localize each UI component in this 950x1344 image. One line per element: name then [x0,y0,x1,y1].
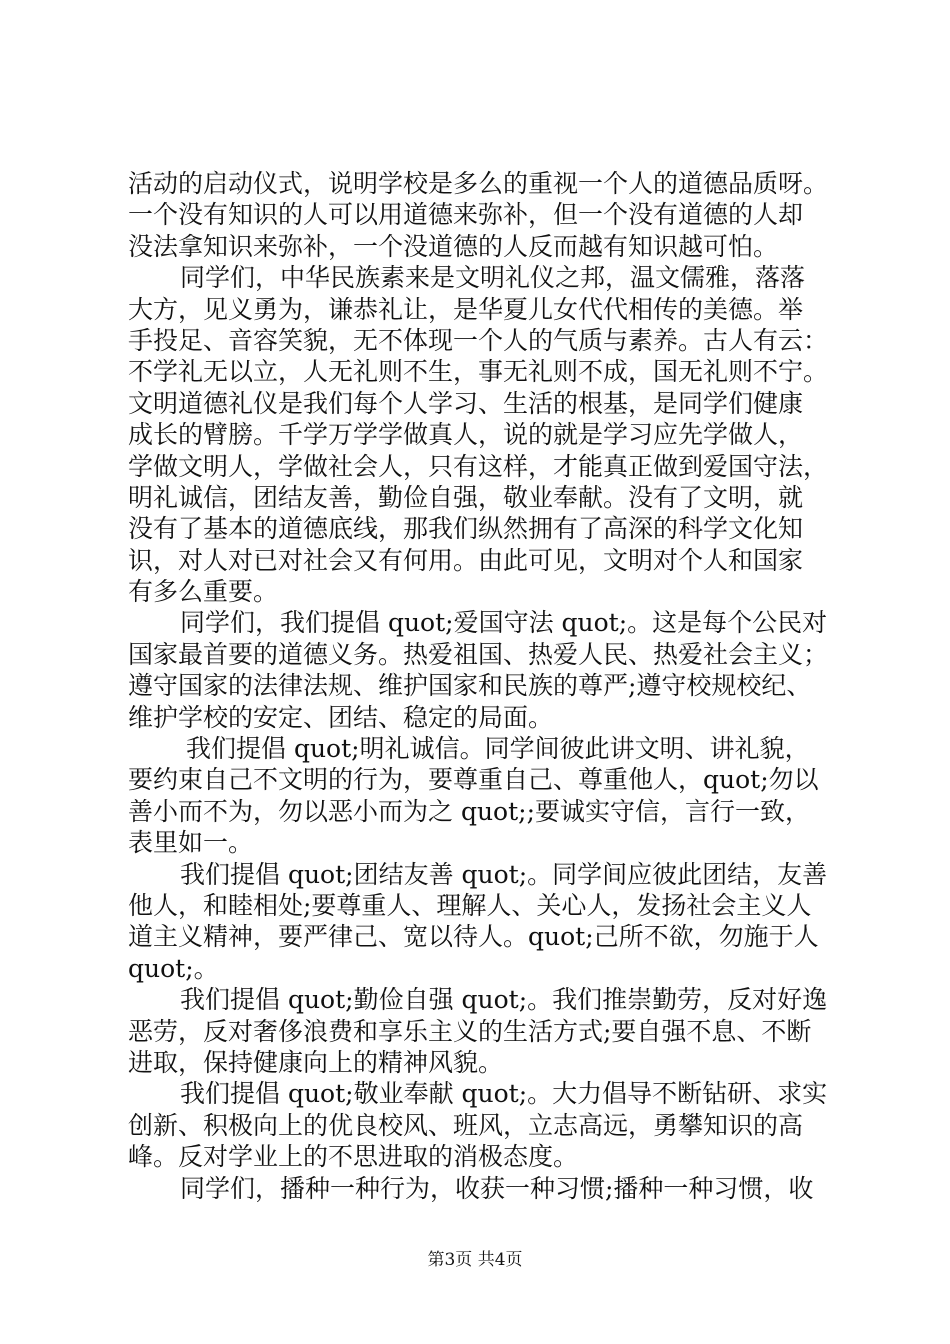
text-line: 要约束自己不文明的行为，要尊重自己、尊重他人，quot;勿以 [128,765,819,795]
page-footer [0,1245,950,1270]
text-line: 没有了基本的道德底线，那我们纵然拥有了高深的科学文化知 [128,514,804,544]
paragraph-start: 我们提倡 quot;勤俭自强 quot;。我们推崇勤劳，反对好逸 [180,985,828,1015]
text-line: 手投足、音容笑貌，无不体现一个人的气质与素养。古人有云： [128,325,828,355]
paragraph-start: 我们提倡 quot;团结友善 quot;。同学间应彼此团结，友善 [180,859,828,889]
page-number: 第3页 共4页 [427,1250,523,1270]
text-line: 没法拿知识来弥补，一个没道德的人反而越有知识越可怕。 [128,231,779,261]
paragraph-start: 我们提倡 quot;明礼诚信。同学间彼此讲文明、讲礼貌， [186,734,810,764]
text-line: 活动的启动仪式，说明学校是多么的重视一个人的道德品质呀。 [128,169,828,198]
paragraph-start: 同学们，播种一种行为，收获一种习惯;播种一种习惯，收 [180,1173,814,1203]
paragraph-start: 同学们，我们提倡 quot;爱国守法 quot;。这是每个公民对 [180,608,828,638]
text-line: quot;。 [128,953,219,983]
paragraph-start: 我们提倡 quot;敬业奉献 quot;。大力倡导不断钻研、求实 [180,1079,828,1109]
text-line: 一个没有知识的人可以用道德来弥补，但一个没有道德的人却 [128,200,804,230]
text-line: 进取，保持健康向上的精神风貌。 [128,1047,504,1077]
text-line: 遵守国家的法律法规、维护国家和民族的尊严;遵守校规校纪、 [128,671,812,701]
text-line: 大方，见义勇为，谦恭礼让，是华夏儿女代代相传的美德。举 [128,294,804,324]
text-line: 善小而不为，勿以恶小而为之 quot;;要诚实守信，言行一致， [128,796,810,826]
paragraph-start: 同学们，中华民族素来是文明礼仪之邦，温文儒雅，落落 [180,263,806,293]
document-body [128,168,828,1204]
text-line: 成长的臂膀。千学万学学做真人，说的就是学习应先学做人， [128,420,804,450]
text-line: 维护学校的安定、团结、稳定的局面。 [128,702,554,732]
text-line: 有多么重要。 [128,577,279,607]
text-line: 文明道德礼仪是我们每个人学习、生活的根基，是同学们健康 [128,388,804,418]
text-line: 学做文明人，学做社会人，只有这样，才能真正做到爱国守法， [128,451,828,481]
text-line: 峰。反对学业上的不思进取的消极态度。 [128,1142,579,1172]
text-line: 恶劳，反对奢侈浪费和享乐主义的生活方式;要自强不息、不断 [128,1016,812,1046]
text-line: 他人，和睦相处;要尊重人、理解人、关心人，发扬社会主义人 [128,890,812,920]
text-line: 识，对人对已对社会又有何用。由此可见，文明对个人和国家 [128,545,804,575]
text-line: 道主义精神，要严律己、宽以待人。quot;己所不欲，勿施于人 [128,922,819,952]
text-line: 不学礼无以立，人无礼则不生，事无礼则不成，国无礼则不宁。 [128,357,828,387]
text-line: 明礼诚信，团结友善，勤俭自强，敬业奉献。没有了文明，就 [128,482,804,512]
text-line: 国家最首要的道德义务。热爱祖国、热爱人民、热爱社会主义； [128,639,828,669]
text-line: 表里如一。 [128,828,254,858]
text-line: 创新、积极向上的优良校风、班风，立志高远，勇攀知识的高 [128,1110,804,1140]
